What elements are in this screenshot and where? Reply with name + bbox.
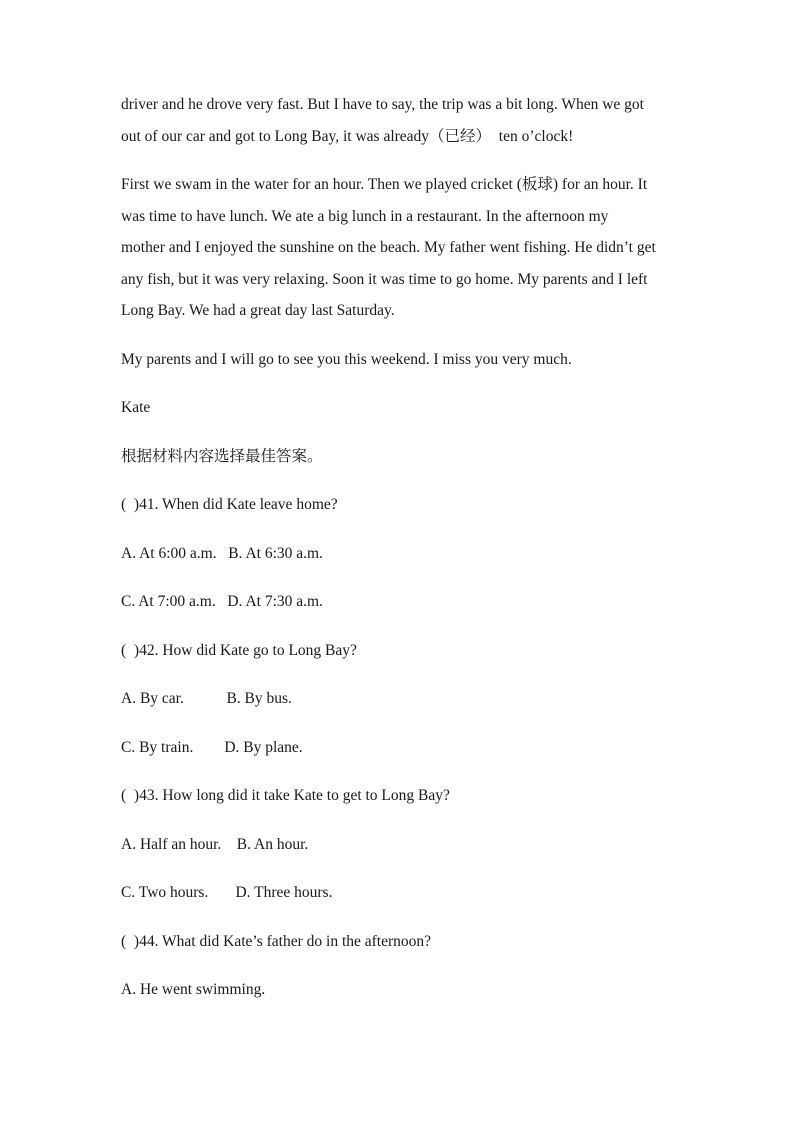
question-42 <box>121 635 691 764</box>
answer-options: A. Half an hour. B. An hour. <box>121 835 309 853</box>
section-instructions: 根据材料内容选择最佳答案。 <box>121 447 323 465</box>
passage-paragraph-2 <box>121 169 691 327</box>
question-43 <box>121 780 691 909</box>
answer-options: C. By train. D. By plane. <box>121 738 303 756</box>
document-content <box>121 89 691 1023</box>
text-line: was time to have lunch. We ate a big lunch in a restaurant. In the afternoon my <box>121 207 609 225</box>
text-line: any fish, but it was very relaxing. Soon it was time to go home. My parents and I left <box>121 270 648 288</box>
answer-options: A. He went swimming. <box>121 981 266 998</box>
question-stem: ( )44. What did Kate’s father do in the afternoon? <box>121 932 432 950</box>
question-44 <box>121 926 691 1006</box>
passage-paragraph-3: My parents and I will go to see you this weekend. I miss you very much. <box>121 350 572 368</box>
passage-paragraph-1 <box>121 89 691 152</box>
answer-options: A. By car. B. By bus. <box>121 690 292 707</box>
letter-signature: Kate <box>121 399 151 416</box>
text-line: driver and he drove very fast. But I have to say, the trip was a bit long. When we got <box>121 96 644 113</box>
answer-options: C. At 7:00 a.m. D. At 7:30 a.m. <box>121 593 323 610</box>
text-line: Long Bay. We had a great day last Saturday. <box>121 302 395 319</box>
question-stem: ( )43. How long did it take Kate to get to Long Bay? <box>121 787 450 804</box>
answer-options: A. At 6:00 a.m. B. At 6:30 a.m. <box>121 544 323 562</box>
question-41 <box>121 489 691 618</box>
text-line: out of our car and got to Long Bay, it was already（已经） ten o’clock! <box>121 127 574 145</box>
text-line: First we swam in the water for an hour. Then we played cricket (板球) for an hour. It <box>121 176 648 193</box>
question-stem: ( )41. When did Kate leave home? <box>121 496 338 513</box>
answer-options: C. Two hours. D. Three hours. <box>121 884 333 901</box>
question-stem: ( )42. How did Kate go to Long Bay? <box>121 641 357 659</box>
text-line: mother and I enjoyed the sunshine on the beach. My father went fishing. He didn’t get <box>121 239 656 256</box>
